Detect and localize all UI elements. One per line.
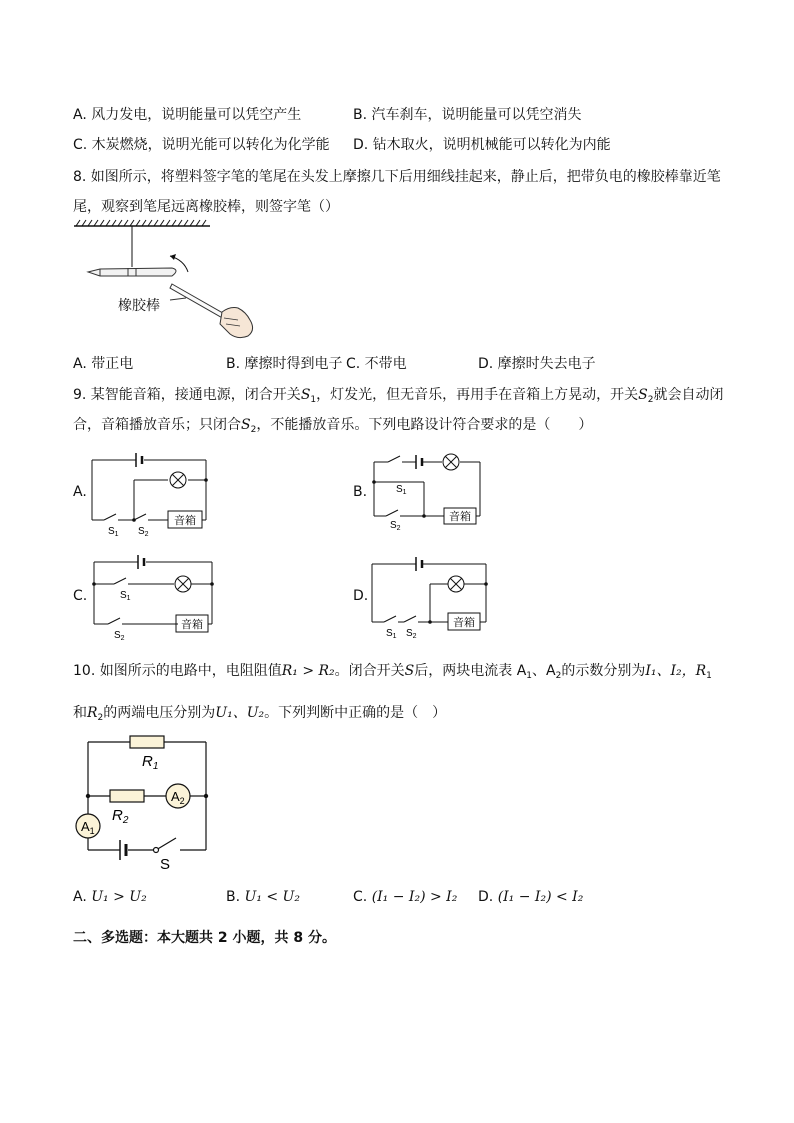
q9-s2b: S	[241, 417, 251, 433]
q9-circuit-d	[368, 552, 493, 640]
q10-s: S	[404, 663, 415, 679]
q10-d-expr: (I₁ − I₂) < I₂	[497, 889, 584, 905]
q9-s2-sub: 2	[647, 395, 654, 405]
r2-label: $R_2$	[112, 807, 129, 826]
q7-option-b: B. 汽车刹车，说明能量可以凭空消失	[353, 107, 582, 123]
q10-a-expr: U₁ > U₂	[91, 889, 147, 905]
q9-text-5: ，不能播放音乐。下列电路设计符合要求的是（ ）	[256, 417, 593, 433]
q9-option-b-label: B.	[353, 484, 368, 500]
speaker-label-b: 音箱	[449, 511, 471, 523]
speaker-label-c: 音箱	[181, 619, 203, 631]
q10-stem-line1	[73, 660, 712, 681]
q9-text-1: 9. 某智能音箱，接通电源，闭合开关	[73, 387, 301, 403]
q10-option-d	[478, 889, 583, 905]
switch-s1-label-b: $S_1$	[396, 484, 407, 496]
switch-s1-label-a: $S_1$	[108, 526, 119, 538]
q9-stem-line2	[73, 414, 592, 435]
ammeter-a2-label: $A_2$	[171, 789, 185, 806]
q10-a-letter: A.	[73, 889, 87, 905]
q9-option-a-label: A.	[73, 484, 87, 500]
switch-s2-label-b: $S_2$	[390, 520, 401, 532]
q9-s1-sub: 1	[310, 395, 317, 405]
q9-text-4: 合，音箱播放音乐；只闭合	[73, 417, 241, 433]
q10-option-b	[226, 889, 300, 905]
rubber-rod-label: 橡胶棒	[118, 298, 160, 314]
q10-d-letter: D.	[478, 889, 494, 905]
q10-text-6: 和	[73, 705, 87, 721]
q9-s1: S	[300, 387, 311, 403]
q10-text-8: 。下列判断中正确的是（ ）	[264, 705, 447, 721]
switch-s1-label-c: $S_1$	[120, 590, 131, 602]
q9-circuit-b	[368, 450, 488, 535]
q10-b-expr: U₁ < U₂	[244, 889, 300, 905]
q10-circuit	[70, 734, 220, 874]
q10-option-c	[353, 889, 457, 905]
q7-option-a: A. 风力发电，说明能量可以凭空产生	[73, 107, 302, 123]
q10-text-7: 的两端电压分别为	[103, 705, 216, 721]
q9-circuit-c	[88, 552, 218, 640]
q10-text-3: 后，两块电流表 A	[414, 663, 527, 679]
q8-option-a: A. 带正电	[73, 356, 134, 372]
q9-circuit-a	[86, 450, 216, 540]
speaker-label-d: 音箱	[453, 617, 475, 629]
q10-text-1: 10. 如图所示的电路中，电阻阻值	[73, 663, 282, 679]
switch-s2-label-a: $S_2$	[138, 526, 149, 538]
q10-stem-line2	[73, 702, 446, 723]
q10-text-2: 。闭合开关	[334, 663, 405, 679]
q9-option-d-label: D.	[353, 588, 369, 604]
q10-b-letter: B.	[226, 889, 241, 905]
q10-text-5: 的示数分别为	[561, 663, 646, 679]
q10-sub-1a: 1	[526, 671, 533, 681]
q8-figure	[60, 220, 280, 350]
switch-s1-label-d: $S_1$	[386, 628, 397, 640]
r1-label: $R_1$	[142, 753, 159, 772]
q8-option-c: C. 不带电	[346, 356, 407, 372]
q8-option-d: D. 摩擦时失去电子	[478, 356, 596, 372]
q9-stem-line1	[73, 384, 723, 405]
q10-sub-2a: 2	[555, 671, 562, 681]
q10-c-expr: (I₁ − I₂) > I₂	[371, 889, 458, 905]
section-heading: 二、多选题：本大题共 2 小题，共 8 分。	[73, 930, 336, 946]
switch-s2-label-c: $S_2$	[114, 630, 125, 642]
q10-sub-2b: 2	[97, 713, 104, 723]
switch-s-label: S	[160, 856, 171, 873]
q9-s2: S	[638, 387, 648, 403]
q9-text-3: 就会自动闭	[653, 387, 724, 403]
q9-option-c-label: C.	[73, 588, 88, 604]
q10-r1-gt-r2: R₁ > R₂	[281, 663, 335, 679]
q8-stem-line1: 8. 如图所示，将塑料签字笔的笔尾在头发上摩擦几下后用细线挂起来，静止后，把带负电的橡胶棒靠近笔	[73, 169, 721, 185]
q8-stem-line2: 尾，观察到笔尾远离橡胶棒，则签字笔（）	[73, 199, 339, 215]
q10-i1-i2-r: I₁、I₂，R	[645, 663, 707, 679]
q10-r2: R	[87, 705, 98, 721]
q9-s2b-sub: 2	[250, 425, 257, 435]
q10-option-a	[73, 889, 147, 905]
q10-sub-1b: 1	[706, 671, 712, 681]
q10-c-letter: C.	[353, 889, 368, 905]
ammeter-a1-label: $A_1$	[81, 819, 95, 836]
switch-s2-label-d: $S_2$	[406, 628, 417, 640]
q7-option-d: D. 钻木取火，说明机械能可以转化为内能	[353, 137, 611, 153]
q8-option-b: B. 摩擦时得到电子	[226, 356, 343, 372]
speaker-label-a: 音箱	[174, 515, 196, 527]
q9-text-2: ，灯发光，但无音乐，再用手在音箱上方晃动，开关	[316, 387, 639, 403]
q10-text-4: 、A	[532, 663, 556, 679]
q10-u1-u2: U₁、U₂	[215, 705, 265, 721]
q7-option-c: C. 木炭燃烧，说明光能可以转化为化学能	[73, 137, 330, 153]
